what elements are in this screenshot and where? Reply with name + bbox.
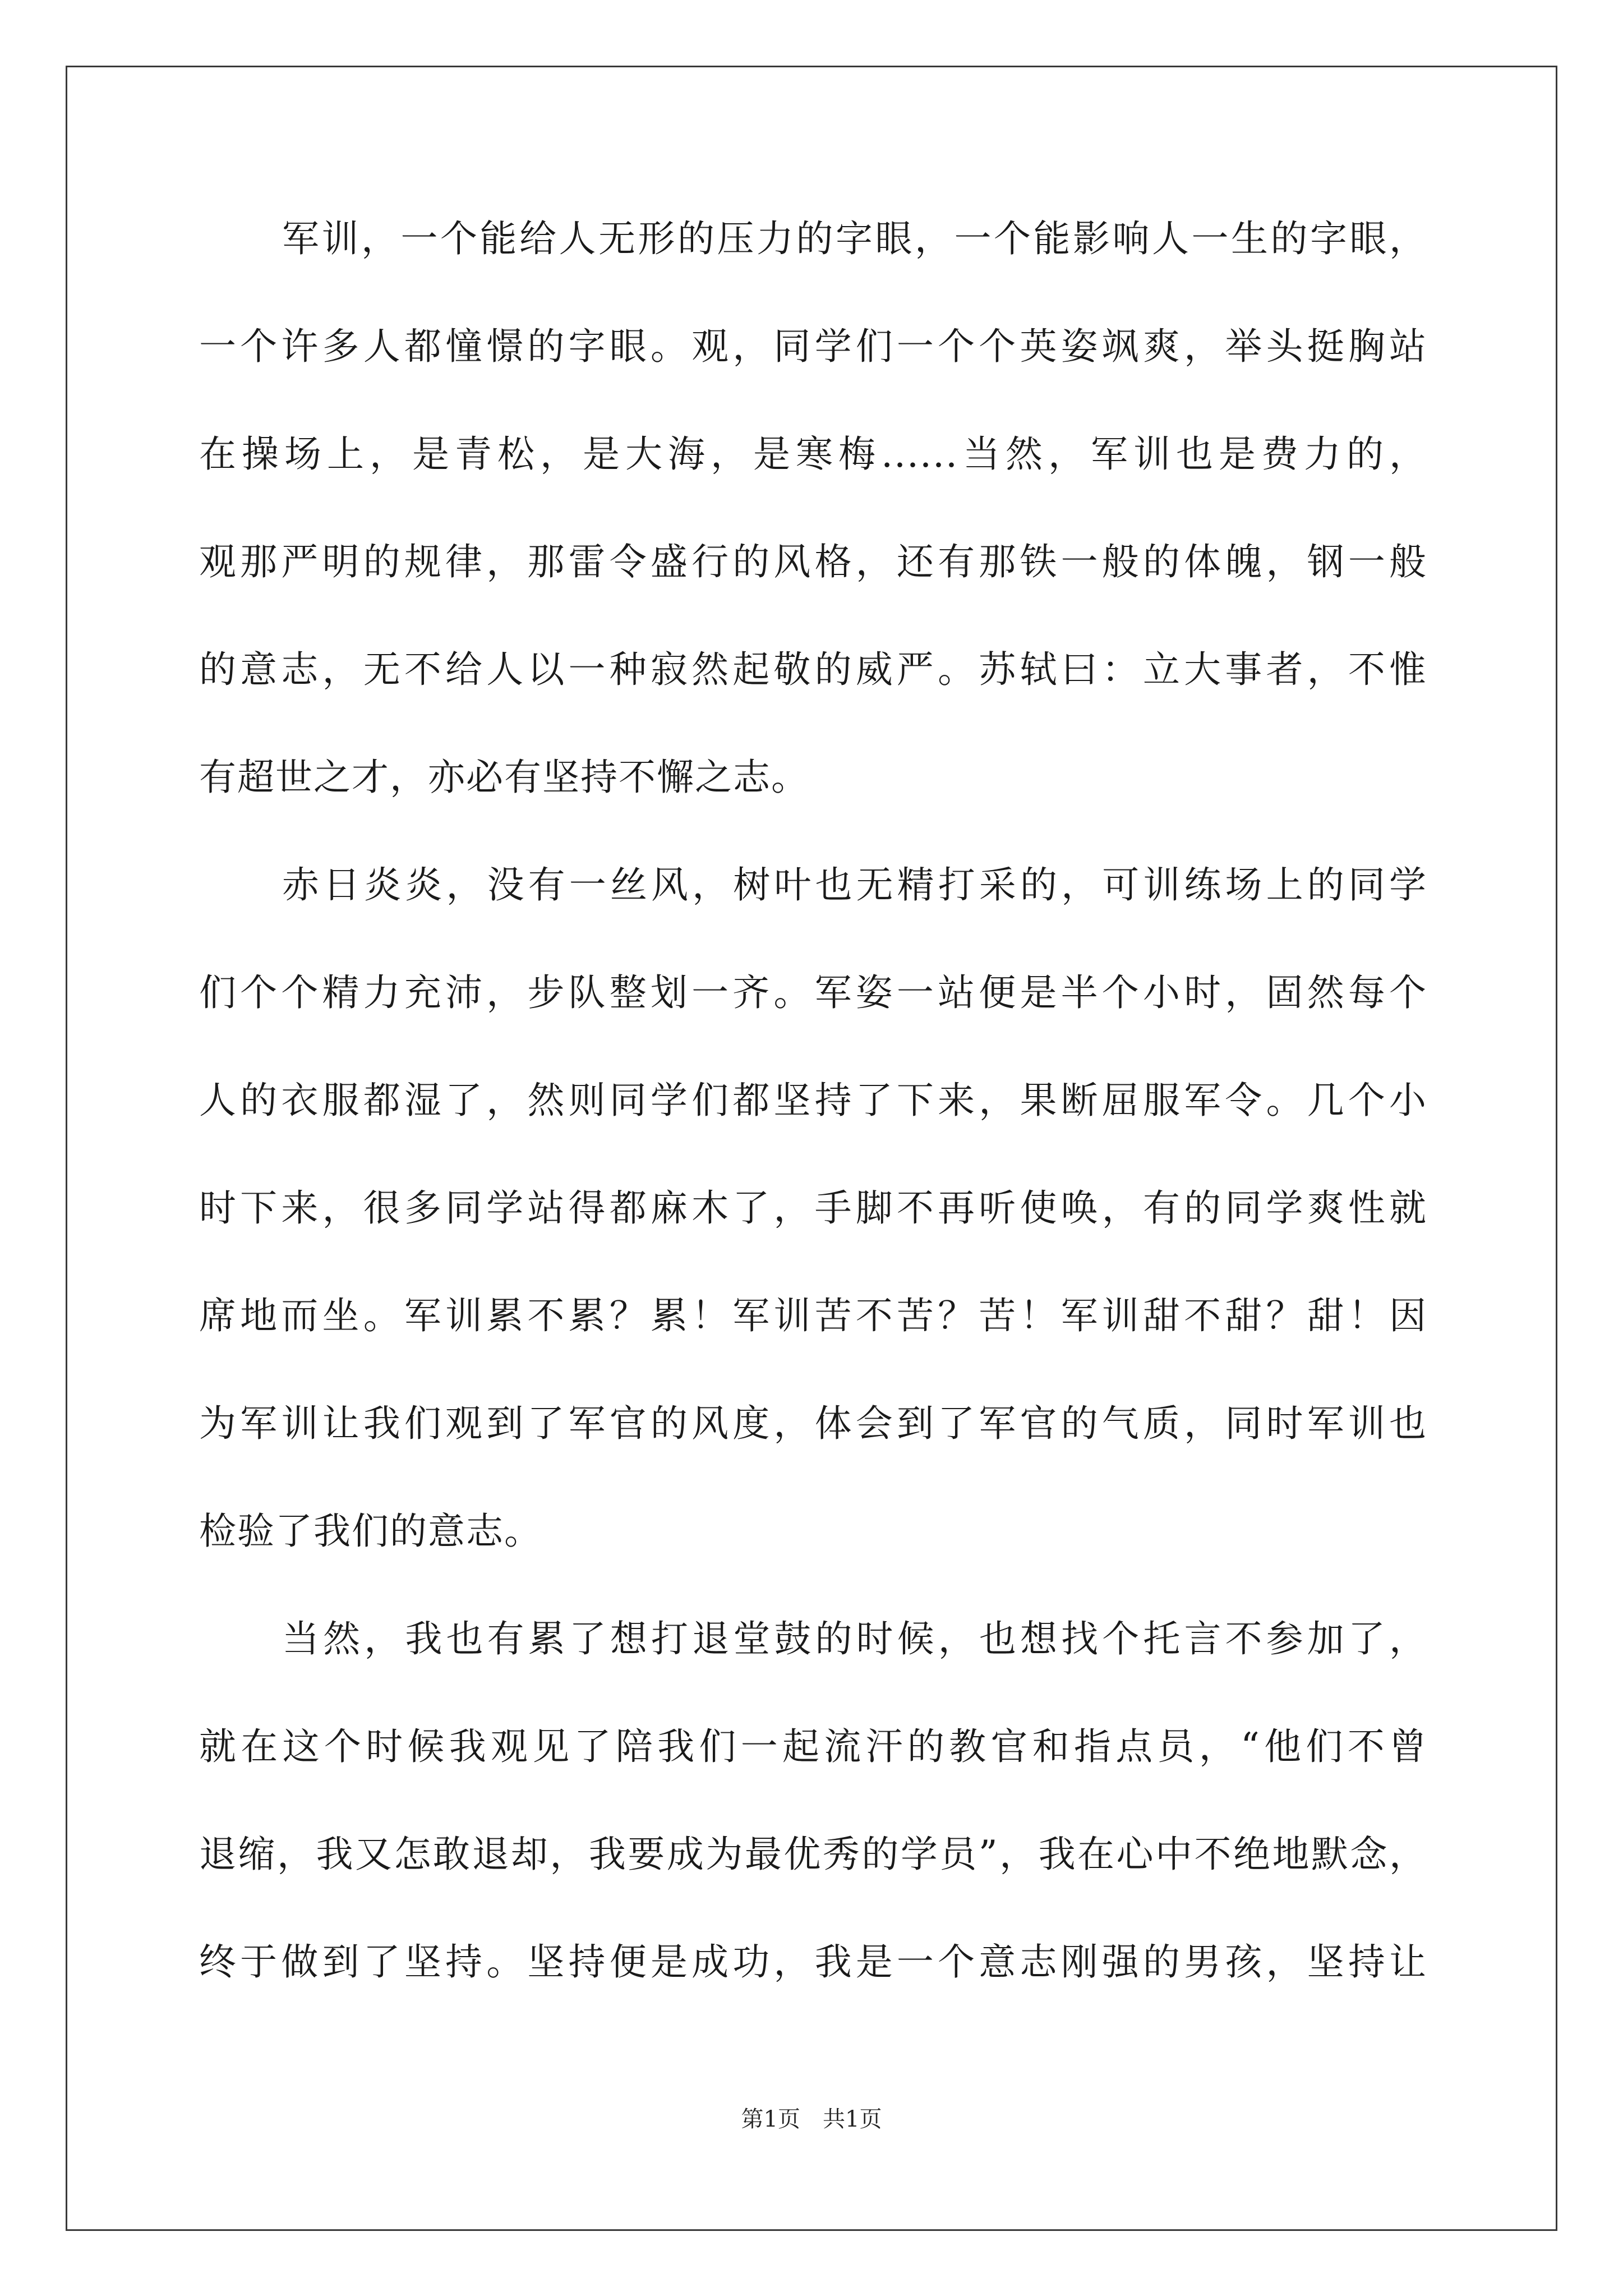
- paragraph-3: [199, 1619, 1427, 2050]
- text-line: 们个个精力充沛，步队整划一齐。军姿一站便是半个小时，固然每个: [199, 971, 1427, 1014]
- text-line: 在操场上，是青松，是大海，是寒梅......当然，军训也是费力的，: [199, 432, 1427, 476]
- text-line: 退缩，我又怎敢退却，我要成为最优秀的学员”，我在心中不绝地默念，: [199, 1833, 1427, 1876]
- text-line: 席地而坐。军训累不累？累！军训苦不苦？苦！军训甜不甜？甜！因: [199, 1294, 1427, 1337]
- text-line: 时下来，很多同学站得都麻木了，手脚不再听使唤，有的同学爽性就: [199, 1186, 1427, 1230]
- paragraph-1: [199, 219, 1427, 865]
- text-line: 赤日炎炎，没有一丝风，树叶也无精打采的，可训练场上的同学: [282, 863, 1427, 907]
- text-line: 一个许多人都憧憬的字眼。观，同学们一个个英姿飒爽，举头挺胸站: [199, 325, 1427, 368]
- text-line: 终于做到了坚持。坚持便是成功，我是一个意志刚强的男孩，坚持让: [199, 1940, 1427, 1984]
- text-line: 有超世之才，亦必有坚持不懈之志。: [199, 756, 809, 799]
- paragraph-2: [199, 865, 1427, 1619]
- text-line: 就在这个时候我观见了陪我们一起流汗的教官和指点员，“他们不曾: [199, 1725, 1427, 1768]
- text-line: 的意志，无不给人以一种寂然起敬的威严。苏轼曰：立大事者，不惟: [199, 648, 1427, 691]
- text-line: 当然，我也有累了想打退堂鼓的时候，也想找个托言不参加了，: [282, 1617, 1427, 1660]
- page-number-footer: 第1页 共1页: [741, 2106, 882, 2132]
- text-line: 检验了我们的意志。: [199, 1510, 542, 1553]
- text-line: 军训，一个能给人无形的压力的字眼，一个能影响人一生的字眼，: [282, 217, 1427, 260]
- text-line: 为军训让我们观到了军官的风度，体会到了军官的气质，同时军训也: [199, 1402, 1427, 1445]
- text-line: 观那严明的规律，那雷令盛行的风格，还有那铁一般的体魄，钢一般: [199, 540, 1427, 583]
- document-body: [199, 219, 1427, 2050]
- text-line: 人的衣服都湿了，然则同学们都坚持了下来，果断屈服军令。几个小: [199, 1079, 1427, 1122]
